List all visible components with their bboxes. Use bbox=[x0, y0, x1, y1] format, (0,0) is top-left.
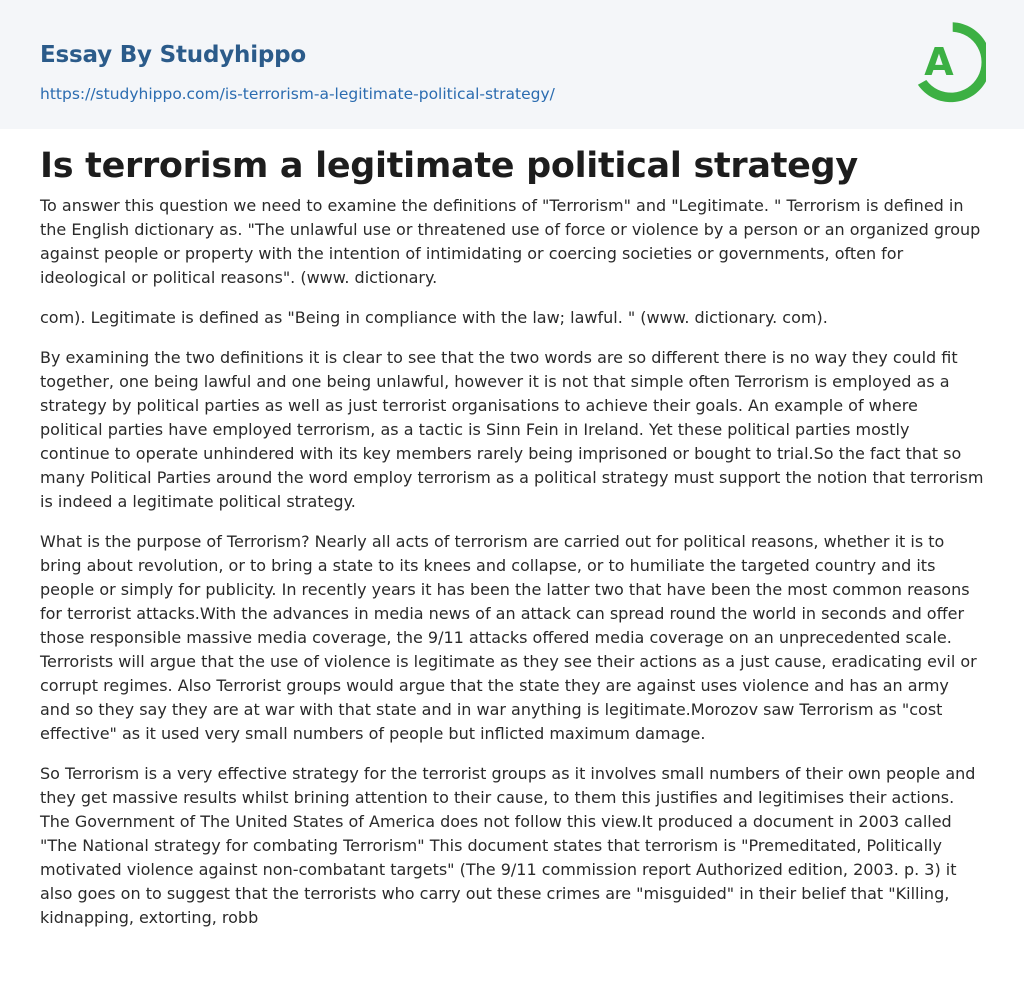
essay-paragraph: What is the purpose of Terrorism? Nearly all acts of terrorism are carried out for political reasons, whether it is to bring about revolution, or to bring a state to its knees and collapse, or to humiliate the targeted country and its people or simply for publicity. In recently years it has been the latter two that have been the most common reasons for terrorist attacks.With the advances in media news of an attack can spread round the world in seconds and offer those responsible massive media coverage, the 9/11 attacks offered media coverage on an unprecedented scale. Terrorists will argue that the use of violence is legitimate as they see their actions as a just cause, eradicating evil or corrupt regimes. Also Terrorist groups would argue that the state they are against uses violence and has an army and so they say they are at war with that state and in war anything is legitimate.Morozov saw Terrorism as "cost effective" as it used very small numbers of people but inflicted maximum damage. bbox=[40, 532, 977, 743]
essay-paragraph: By examining the two definitions it is clear to see that the two words are so different there is no way they could fit together, one being lawful and one being unlawful, however it is not that simple often Terrorism is employed as a strategy by political parties as well as just terrorist organisations to achieve their goals. An example of where political parties have employed terrorism, as a tactic is Sinn Fein in Ireland. Yet these political parties mostly continue to operate unhindered with its key members rarely being imprisoned or bought to trial.So the fact that so many Political Parties around the word employ terrorism as a political strategy must support the notion that terrorism is indeed a legitimate political strategy. bbox=[40, 348, 984, 511]
site-header bbox=[0, 0, 1024, 129]
essay-paragraph: So Terrorism is a very effective strategy for the terrorist groups as it involves small numbers of their own people and they get massive results whilst brining attention to their cause, to them this justifies and legitimises their actions. The Government of The United States of America does not follow this view.It produced a document in 2003 called "The National strategy for combating Terrorism" This document states that terrorism is "Premeditated, Politically motivated violence against non-combatant targets" (The 9/11 commission report Authorized edition, 2003. p. 3) it also goes on to suggest that the terrorists who carry out these crimes are "misguided" in their belief that "Killing, kidnapping, extorting, robb bbox=[40, 764, 976, 927]
brand-title: Essay By Studyhippo bbox=[40, 42, 307, 68]
essay-paragraph: com). Legitimate is defined as "Being in compliance with the law; lawful. " (www. dictionary. com). bbox=[40, 308, 828, 327]
logo-letter: A bbox=[924, 40, 954, 84]
studyhippo-logo-icon[interactable] bbox=[912, 19, 986, 105]
essay-paragraph: To answer this question we need to examine the definitions of "Terrorism" and "Legitimate. " Terrorism is defined in the English dictionary as. "The unlawful use or threatened use of force or violence by a person or an organized group against people or property with the intention of intimidating or coercing societies or governments, often for ideological or political reasons". (www. dictionary. bbox=[40, 196, 981, 287]
essay-title: Is terrorism a legitimate political strategy bbox=[40, 146, 858, 186]
essay-body bbox=[40, 194, 984, 946]
essay-url-link[interactable]: https://studyhippo.com/is-terrorism-a-legitimate-political-strategy/ bbox=[40, 85, 555, 103]
